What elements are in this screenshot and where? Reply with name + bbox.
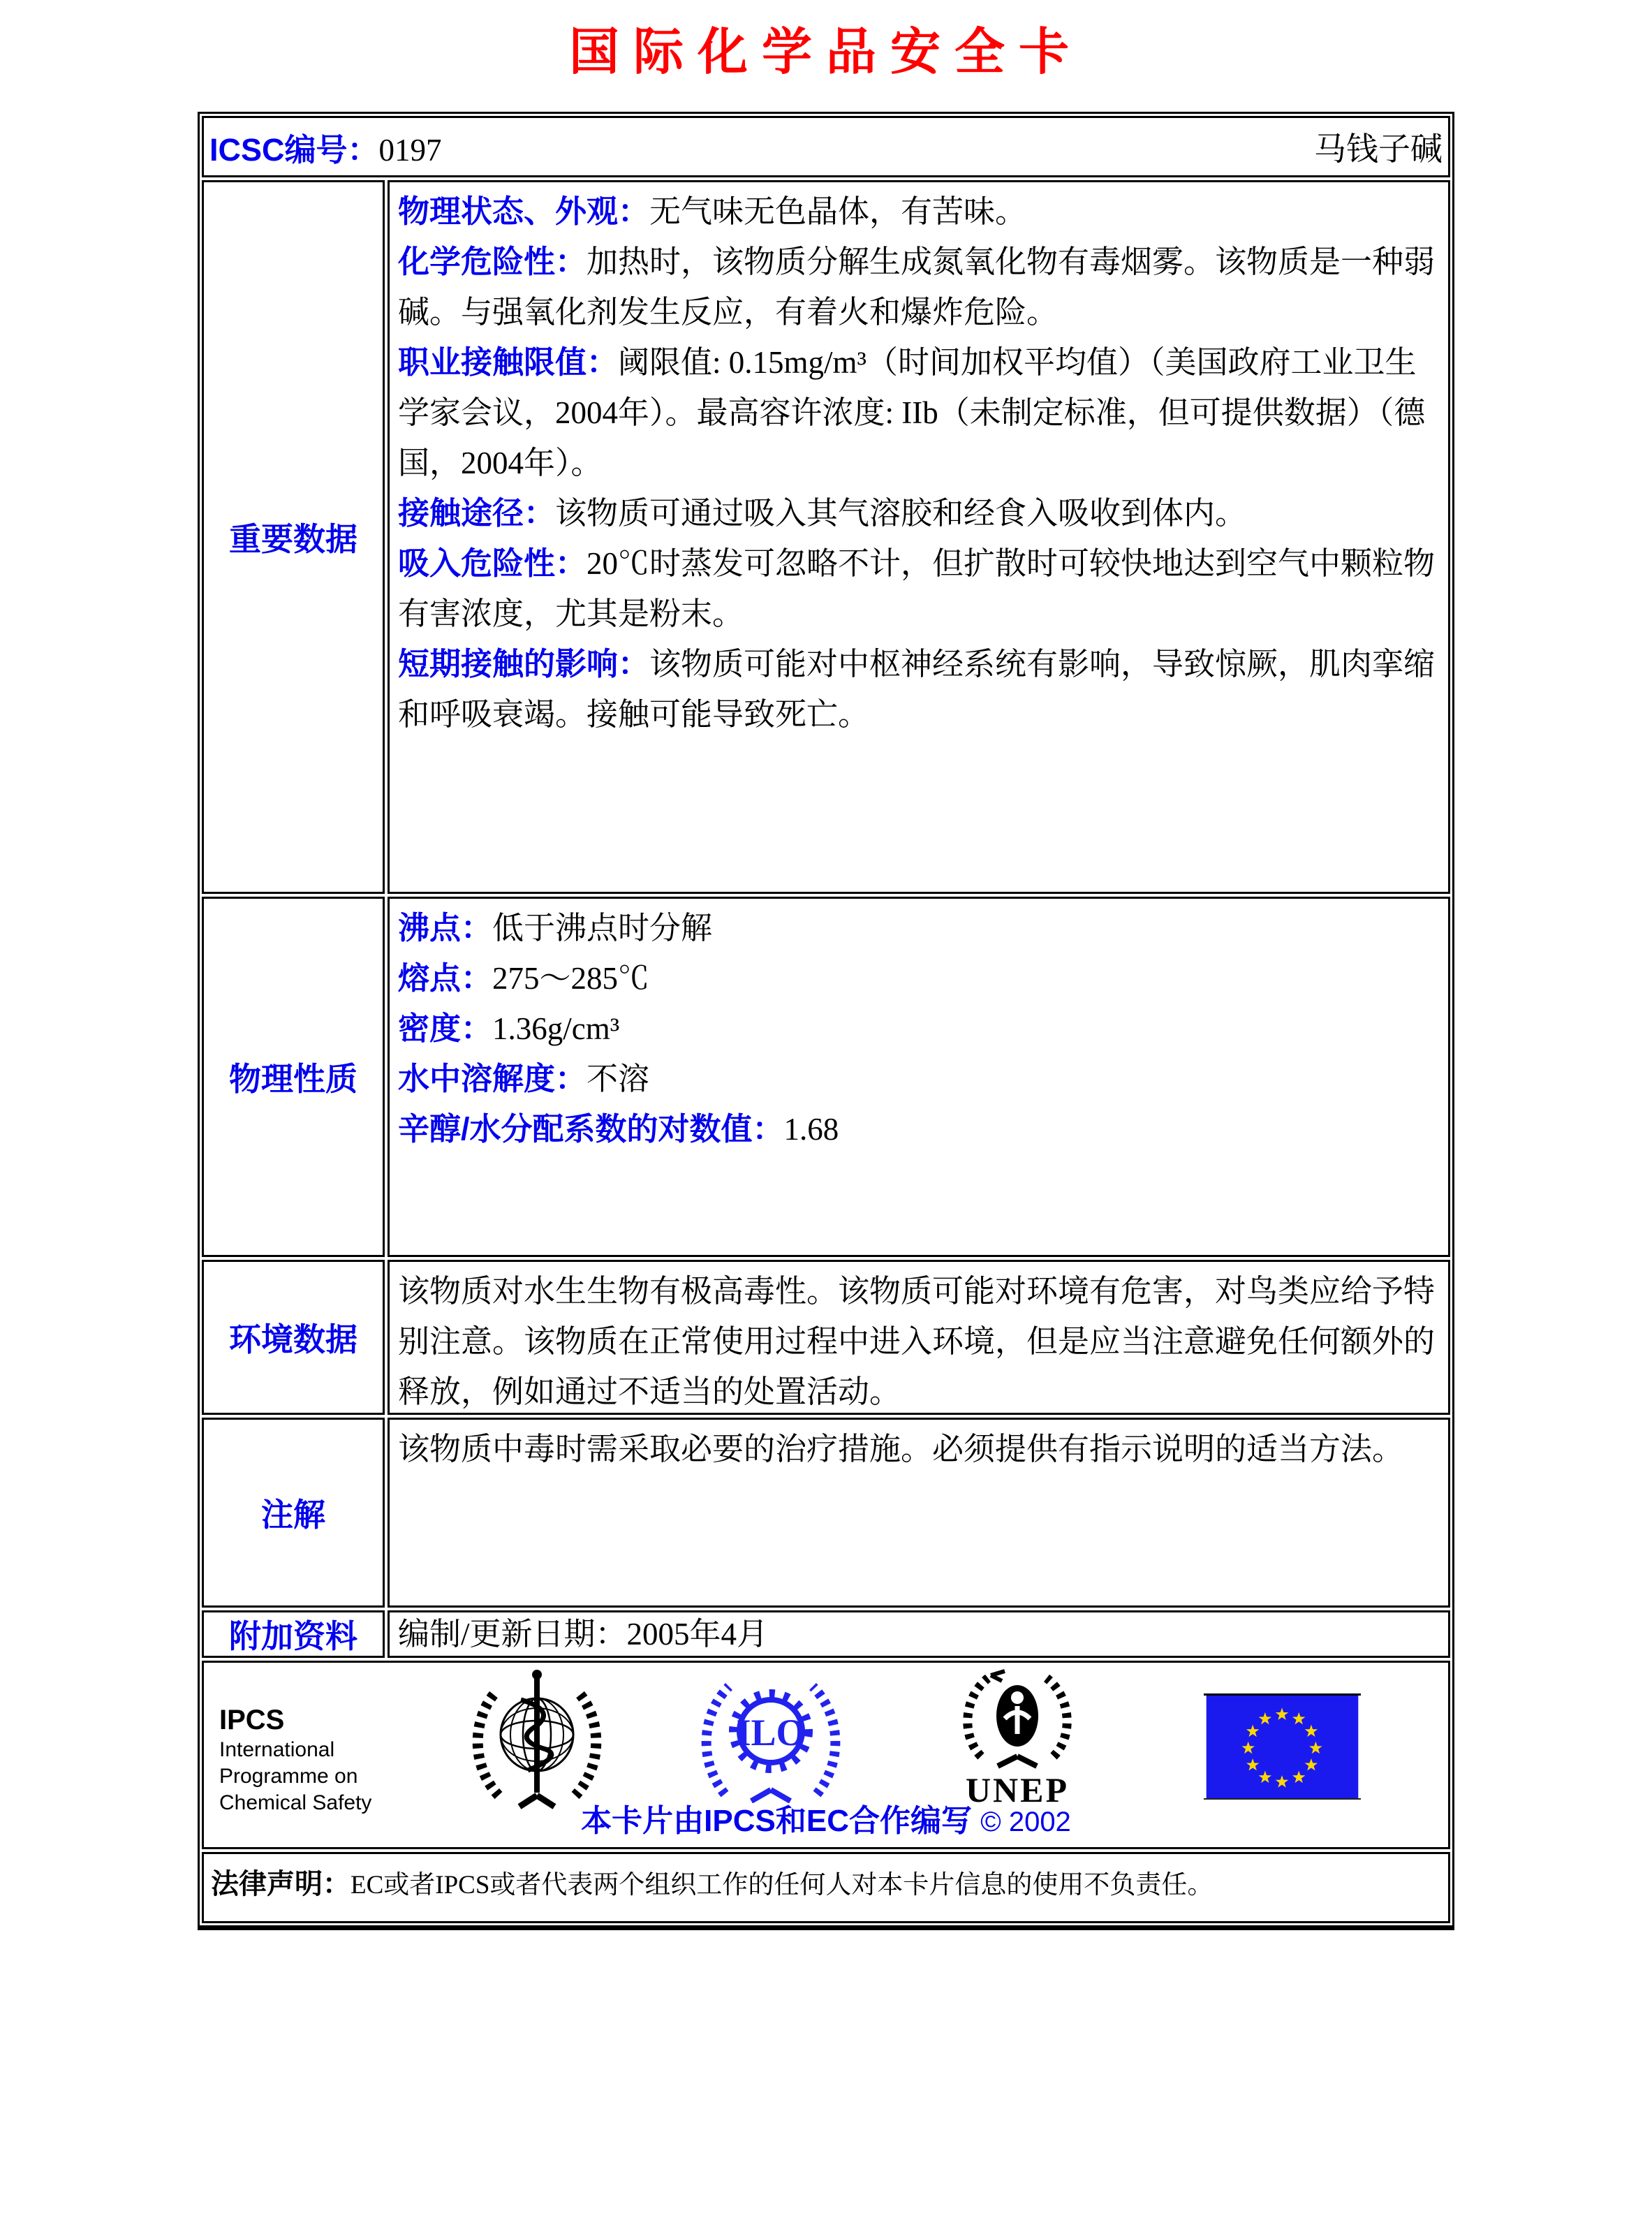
eu-flag-icon bbox=[1204, 1693, 1361, 1800]
paragraph-text: 加热时，该物质分解生成氮氧化物有毒烟雾。该物质是一种弱碱。与强氧化剂发生反应，有着火和爆炸危险。 bbox=[398, 244, 1436, 330]
paragraph bbox=[398, 186, 1440, 237]
paragraph-text: 20℃时蒸发可忽略不计，但扩散时可较快地达到空气中颗粒物有害浓度，尤其是粉末。 bbox=[398, 546, 1436, 631]
paragraph-text: 1.36g/cm³ bbox=[492, 1011, 620, 1046]
ipcs-line: International bbox=[219, 1738, 335, 1761]
paragraph-label: 辛醇/水分配系数的对数值： bbox=[398, 1111, 784, 1147]
paragraph-label: 沸点： bbox=[398, 910, 493, 946]
environmental-data-content bbox=[388, 1260, 1450, 1415]
paragraph bbox=[398, 903, 1440, 953]
chemical-name: 马钱子碱 bbox=[1314, 131, 1443, 167]
paragraph-text: 1.68 bbox=[783, 1112, 839, 1147]
unep-block bbox=[954, 1667, 1080, 1807]
ilo-letters: ILO bbox=[736, 1712, 806, 1754]
paragraph-text: 无气味无色晶体，有苦味。 bbox=[649, 194, 1027, 229]
page-title: 国际化学品安全卡 bbox=[568, 24, 1083, 80]
section-row-notes bbox=[202, 1418, 1450, 1608]
paragraph bbox=[398, 953, 1440, 1004]
unep-icon bbox=[954, 1667, 1080, 1772]
credit-year: © 2002 bbox=[980, 1807, 1071, 1837]
paragraph-label: 职业接触限值： bbox=[398, 344, 619, 380]
paragraph-text: 低于沸点时分解 bbox=[492, 911, 713, 946]
section-row-physical-properties bbox=[202, 897, 1450, 1257]
paragraph-label: 吸入危险性： bbox=[398, 545, 587, 581]
paragraph-label: 物理状态、外观： bbox=[398, 193, 650, 229]
credit-text: 本卡片由IPCS和EC合作编写 bbox=[581, 1804, 972, 1838]
section-row-environmental-data bbox=[202, 1260, 1450, 1415]
paragraph-label: 水中溶解度： bbox=[398, 1061, 587, 1096]
paragraph-label: 密度： bbox=[398, 1010, 493, 1046]
paragraph bbox=[398, 337, 1440, 488]
section-row-important-data bbox=[202, 180, 1450, 894]
section-label-additional-info: 附加资料 bbox=[202, 1610, 385, 1658]
important-data-content bbox=[388, 180, 1450, 894]
physical-properties-content bbox=[388, 897, 1450, 1257]
paragraph: 该物质中毒时需采取必要的治疗措施。必须提供有指示说明的适当方法。 bbox=[398, 1432, 1404, 1467]
section-label-physical-properties: 物理性质 bbox=[202, 897, 385, 1257]
section-label-environmental-data: 环境数据 bbox=[202, 1260, 385, 1415]
paragraph bbox=[398, 1054, 1440, 1104]
notes-content bbox=[388, 1418, 1450, 1608]
section-row-additional-info bbox=[202, 1610, 1450, 1658]
ipcs-acronym: IPCS bbox=[219, 1705, 285, 1735]
legal-label: 法律声明： bbox=[211, 1869, 351, 1899]
header-cell bbox=[202, 116, 1450, 177]
section-label-important-data: 重要数据 bbox=[202, 180, 385, 894]
paragraph: 该物质对水生生物有极高毒性。该物质可能对环境有危害，对鸟类应给予特别注意。该物质在正常使用过程中进入环境，但是应当注意避免任何额外的释放，例如通过不适当的处置活动。 bbox=[398, 1274, 1436, 1409]
paragraph-text: 该物质可通过吸入其气溶胶和经食入吸收到体内。 bbox=[555, 496, 1247, 531]
paragraph bbox=[398, 639, 1440, 740]
paragraph-label: 接触途径： bbox=[398, 495, 556, 531]
icsc-card bbox=[198, 112, 1454, 1930]
section-label-notes: 注解 bbox=[202, 1418, 385, 1608]
paragraph-text: 不溶 bbox=[587, 1061, 650, 1096]
paragraph bbox=[398, 237, 1440, 337]
paragraph bbox=[398, 488, 1440, 538]
additional-info-content bbox=[388, 1610, 1450, 1658]
paragraph-text: 275～285℃ bbox=[492, 961, 650, 996]
legal-text: EC或者IPCS或者代表两个组织工作的任何人对本卡片信息的使用不负责任。 bbox=[351, 1871, 1214, 1899]
logos-row bbox=[202, 1661, 1450, 1849]
paragraph-label: 短期接触的影响： bbox=[398, 646, 650, 682]
update-date-text: 编制/更新日期：2005年4月 bbox=[398, 1617, 769, 1652]
paragraph-label: 化学危险性： bbox=[398, 244, 587, 279]
ipcs-line: Programme on bbox=[219, 1765, 358, 1788]
legal-cell bbox=[202, 1852, 1450, 1923]
paragraph bbox=[398, 538, 1440, 639]
icsc-number-value: 0197 bbox=[378, 132, 442, 168]
icsc-number-group bbox=[209, 124, 1314, 170]
credit-line bbox=[204, 1795, 1448, 1840]
paragraph-text: 阈限值: 0.15mg/m³（时间加权平均值）（美国政府工业卫生学家会议，2004年）。最高容许浓度: IIb（未制定标准，但可提供数据）（德国，2004年）。 bbox=[398, 345, 1426, 480]
paragraph bbox=[398, 1004, 1440, 1054]
icsc-number-label: ICSC编号： bbox=[209, 131, 379, 168]
ipcs-line: Chemical Safety bbox=[219, 1791, 372, 1814]
unep-wordmark: UNEP bbox=[965, 1770, 1070, 1809]
logos-cell bbox=[202, 1661, 1450, 1849]
ilo-icon bbox=[701, 1674, 841, 1803]
paragraph bbox=[398, 1104, 1440, 1154]
legal-row bbox=[202, 1852, 1450, 1923]
paragraph-label: 熔点： bbox=[398, 960, 493, 996]
header-row bbox=[202, 116, 1450, 177]
paragraph-text: 该物质可能对中枢神经系统有影响，导致惊厥，肌肉挛缩和呼吸衰竭。接触可能导致死亡。 bbox=[398, 647, 1436, 732]
who-icon bbox=[471, 1668, 603, 1811]
